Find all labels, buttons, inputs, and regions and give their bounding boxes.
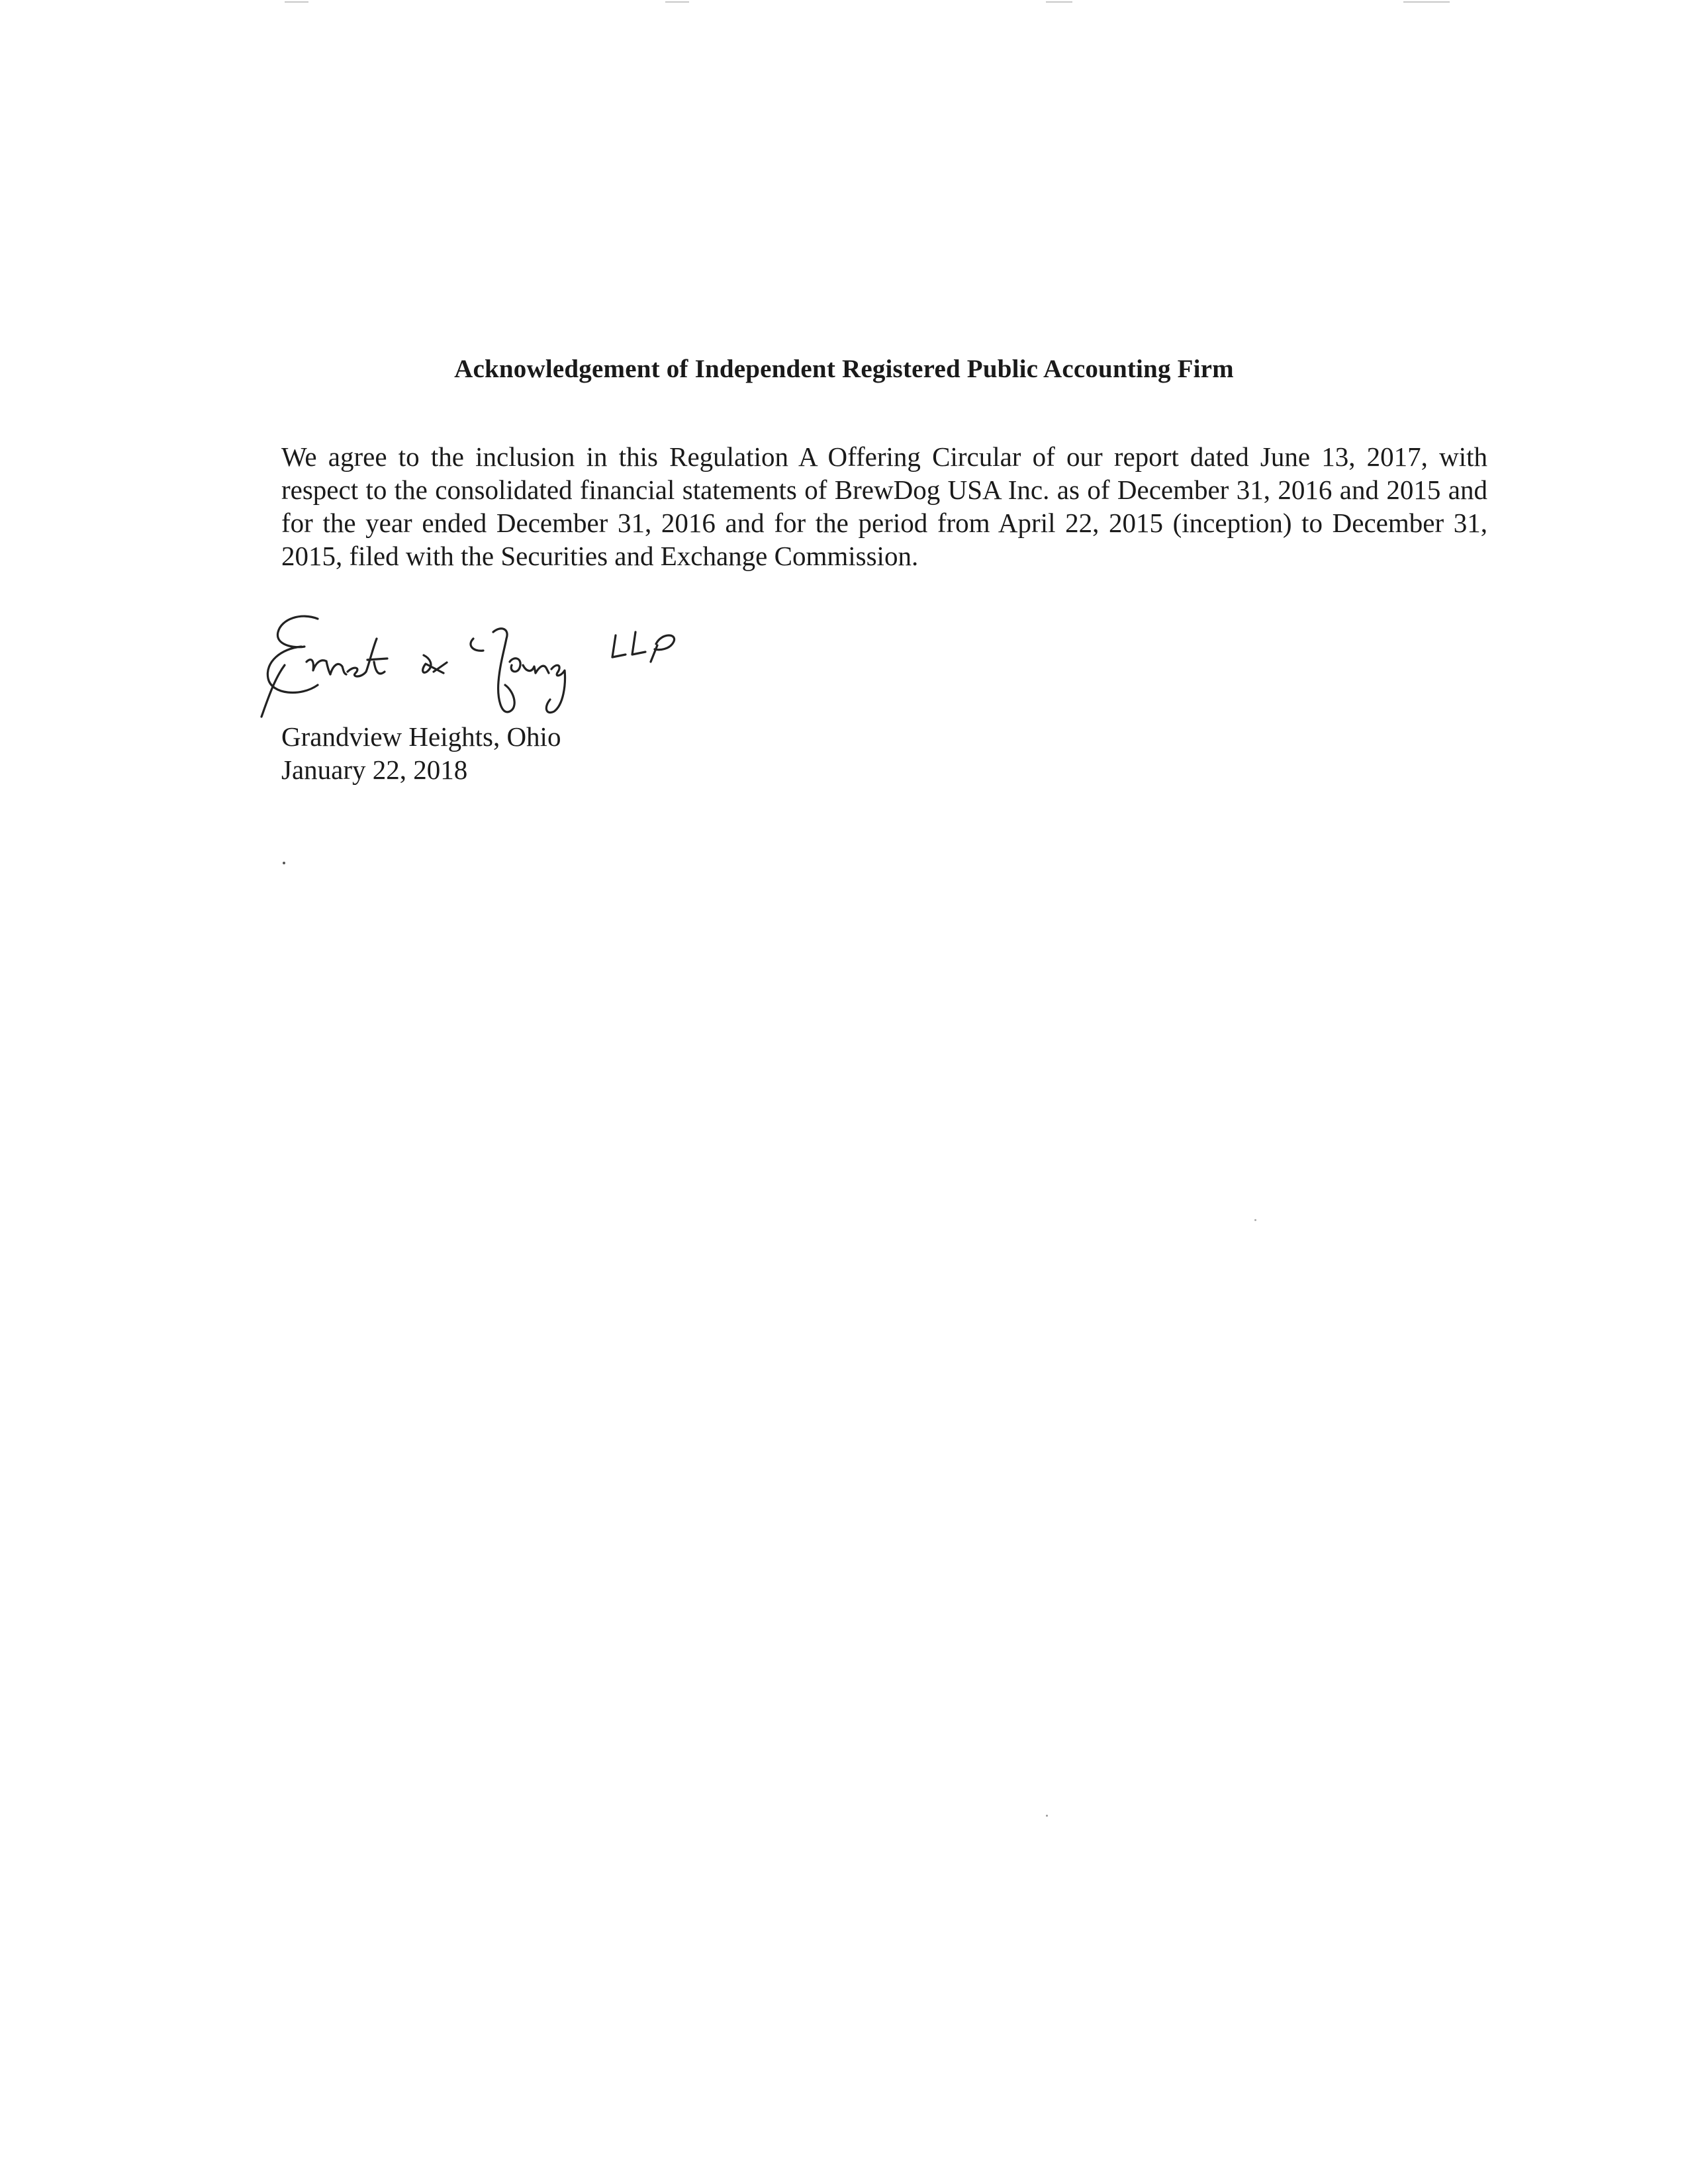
acknowledgement-paragraph: We agree to the inclusion in this Regulation A Offering Circular of our report dated June 13, 2017, with respect to the consolidated financial statements of BrewDog USA Inc. as of December 31, 2016 and 2015 and for the year ended December 31, 2016 and for the period from April 22, 2015 (inception) to December 31, 2015, filed with the Securities and Exchange Commission. — [281, 441, 1487, 571]
signature-location: Grandview Heights, Ohio — [281, 721, 561, 752]
document-title: Acknowledgement of Independent Registered Public Accounting Firm — [454, 355, 1234, 383]
scan-artifact — [1046, 1, 1072, 3]
scan-artifact — [665, 1, 689, 3]
scan-speck — [283, 862, 285, 864]
handwritten-signature — [255, 599, 712, 718]
scan-speck — [1254, 1219, 1256, 1221]
signature-date: January 22, 2018 — [281, 754, 468, 785]
scan-artifact — [285, 1, 308, 3]
scan-artifact — [1403, 1, 1450, 3]
scan-speck — [1046, 1815, 1048, 1817]
